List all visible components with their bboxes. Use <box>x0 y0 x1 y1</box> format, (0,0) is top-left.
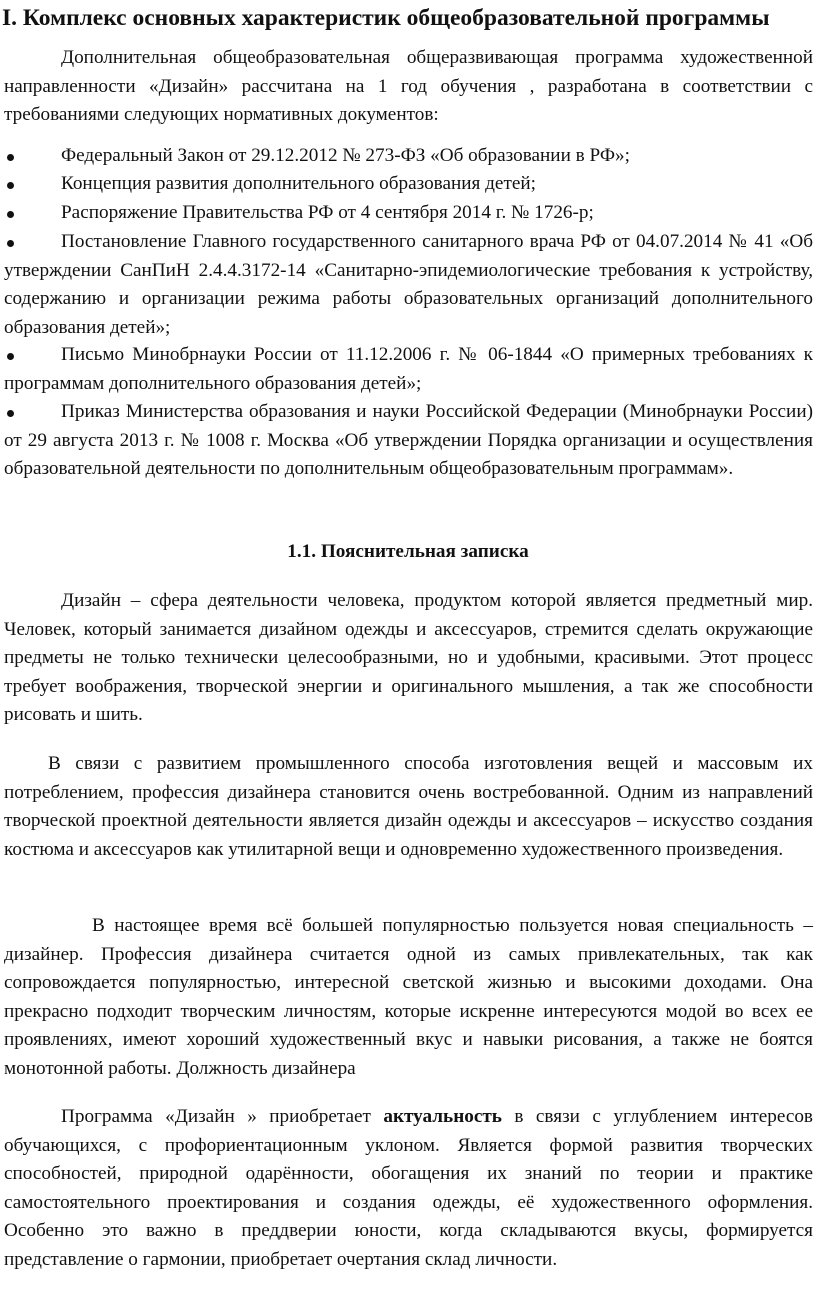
relevance-paragraph <box>4 1103 813 1275</box>
normative-doc-item: Распоряжение Правительства РФ от 4 сентября 2014 г. № 1726-р; <box>61 202 594 223</box>
explanatory-paragraph: В настоящее время всё большей популярностью пользуется новая специальность – дизайнер. Профессия дизайнера считается одной из самых привлекательных, так как сопровождается популярностью, интересной светской жизнью и высокими доходами. Она прекрасно подходит творческим личностям, которые искренне интересуются модой во всех ее проявлениях, имеют хороший художественный вкус и навыки рисования, а также не боятся монотонной работы. Должность дизайнера <box>4 915 813 1079</box>
normative-doc-item: Приказ Министерства образования и науки Российской Федерации (Минобрнауки России) от 29 августа 2013 г. № 1008 г. Москва «Об утверждении Порядка организации и осуществления образовательной деятельности по дополнительным общеобразовательным программам». <box>4 401 813 480</box>
relevance-keyword: актуальность <box>383 1106 502 1127</box>
explanatory-paragraph: В связи с развитием промышленного способа изготовления вещей и массовым их потреблением, профессия дизайнера становится очень востребованной. Одним из направлений творческой проектной деятельности является дизайн одежды и аксессуаров – искусство создания костюма и аксессуаров как утилитарной вещи и одновременно художественного произведения. <box>4 753 813 860</box>
normative-doc-item: Концепция развития дополнительного образования детей; <box>61 173 536 194</box>
normative-doc-item: Письмо Минобрнауки России от 11.12.2006 г. № 06-1844 «О примерных требованиях к программам дополнительного образования детей»; <box>4 344 813 394</box>
normative-doc-item: Федеральный Закон от 29.12.2012 № 273-ФЗ «Об образовании в РФ»; <box>61 145 630 166</box>
document-title: I. Комплекс основных характеристик общеобразовательной программы <box>2 5 770 31</box>
relevance-text-end: в связи с углублением интересов обучающихся, с профориентационным уклоном. Является формой развития творческих способностей, природной одарённости, обогащения их знаний по теории и практике самостоятельного проектирования и создания одежды, её художественного оформления. Особенно это важно в преддверии юности, когда складываются вкусы, формируется представление о гармонии, приобретает очертания склад личности. <box>4 1106 813 1270</box>
intro-paragraph: Дополнительная общеобразовательная общеразвивающая программа художественной направленности «Дизайн» рассчитана на 1 год обучения , разработана в соответствии с требованиями следующих нормативных документов: <box>4 47 813 126</box>
normative-doc-item: Постановление Главного государственного санитарного врача РФ от 04.07.2014 № 41 «Об утверждении СанПиН 2.4.4.3172-14 «Санитарно-эпидемиологические требования к устройству, содержанию и организации режима работы образовательных организаций дополнительного образования детей»; <box>4 231 813 338</box>
section-heading: 1.1. Пояснительная записка <box>287 541 529 562</box>
explanatory-paragraph: Дизайн – сфера деятельности человека, продуктом которой является предметный мир. Человек, который занимается дизайном одежды и аксессуаров, стремится сделать окружающие предметы не только технически целесообразными, но и удобными, красивыми. Этот процесс требует воображения, творческой энергии и оригинального мышления, а так же способности рисовать и шить. <box>4 590 813 726</box>
relevance-text-start: Программа «Дизайн » приобретает <box>61 1106 384 1127</box>
